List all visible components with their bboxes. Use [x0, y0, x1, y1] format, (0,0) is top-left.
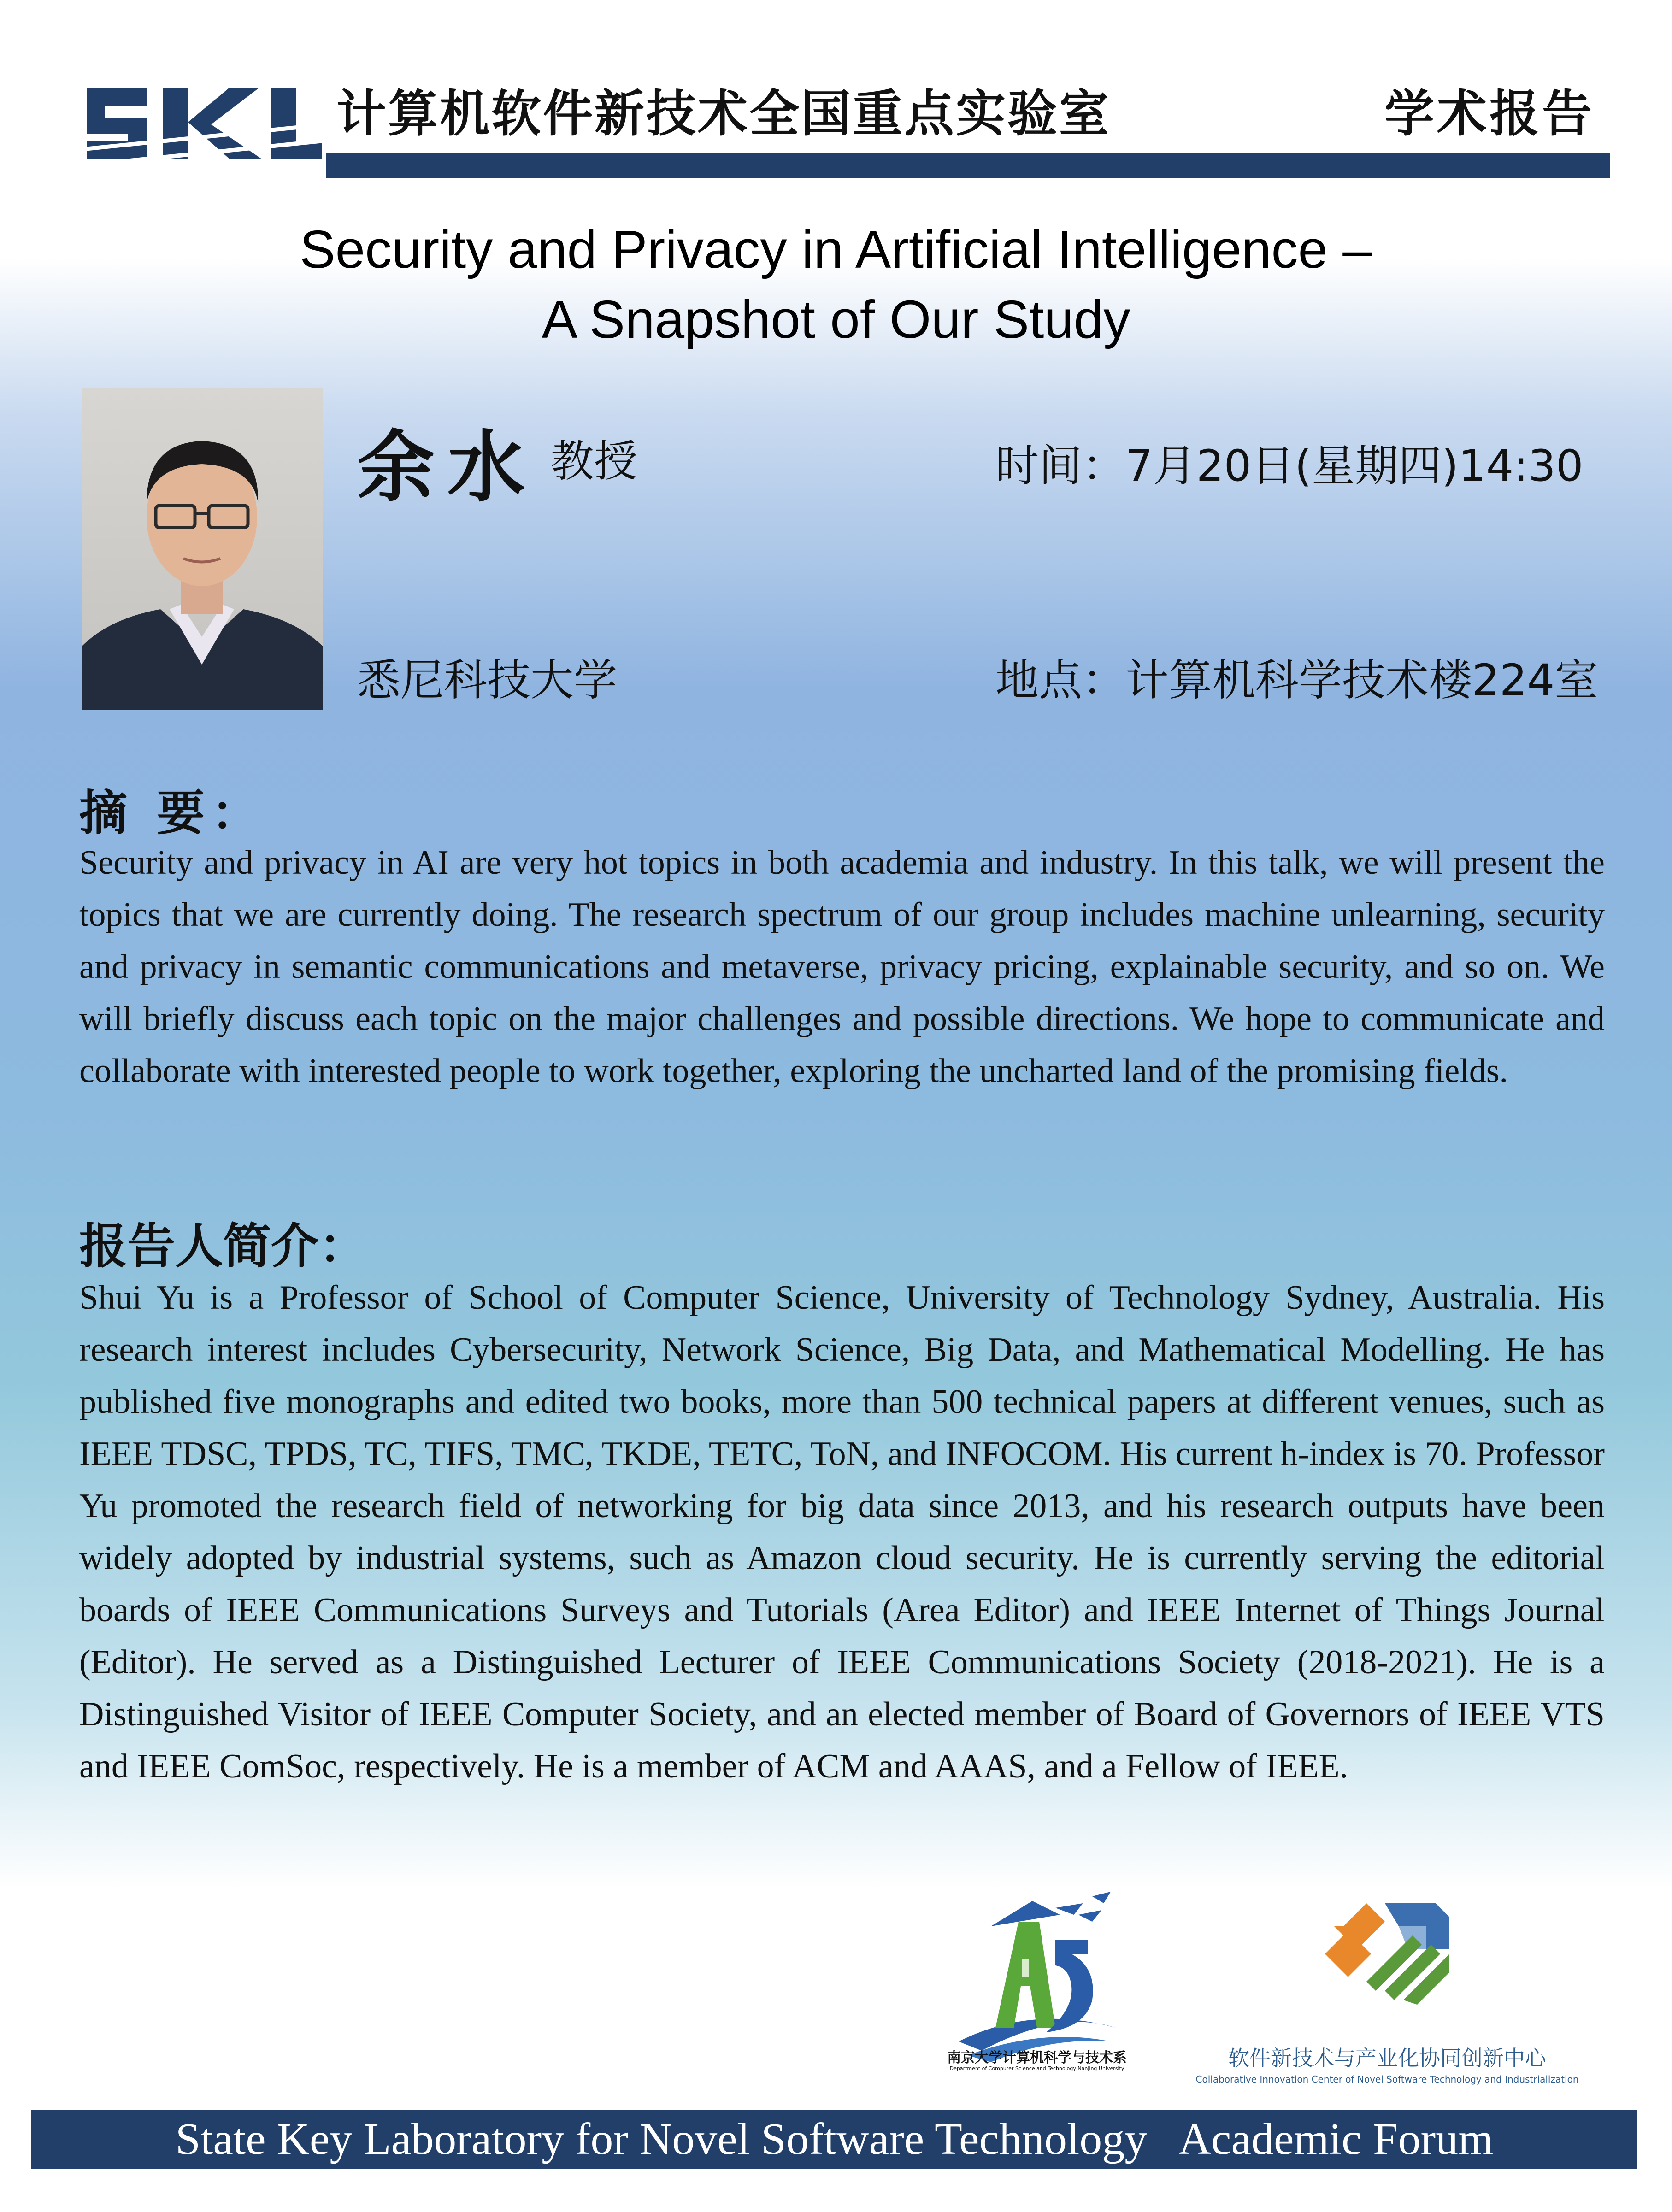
- header-divider-bar: [326, 153, 1610, 178]
- center-name-en: Collaborative Innovation Center of Novel Software Technology and Industrialization: [1195, 2074, 1579, 2085]
- bio-heading: 报告人简介：: [79, 1218, 367, 1274]
- lab-name: 计算机软件新技术全国重点实验室: [336, 85, 1111, 143]
- talk-title-line2: A Snapshot of Our Study: [542, 289, 1130, 349]
- talk-title-line1: Security and Privacy in Artificial Intelligence –: [300, 219, 1372, 279]
- talk-title: [0, 214, 1672, 354]
- speaker-affiliation: 悉尼科技大学: [357, 655, 618, 706]
- center-name-cn: 软件新技术与产业化协同创新中心: [1228, 2046, 1546, 2071]
- abstract-heading: 摘 要：: [79, 785, 266, 841]
- bio-text: Shui Yu is a Professor of School of Computer Science, University of Technology Sydney, Australia. His research interest includes Cybersecurity, Network Science, Big Data, and Mathematical Modelling. He has published five monographs and edited two books, more than 500 technical papers at different venues, such as IEEE TDSC, TPDS, TC, TIFS, TMC, TKDE, TETC, ToN, and INFOCOM. His current h-index is 70. Professor Yu promoted the research field of networking for big data since 2013, and his research outputs have been widely adopted by industrial systems, such as Amazon cloud security. He is currently serving the editorial boards of IEEE Communications Surveys and Tutorials (Area Editor) and IEEE Internet of Things Journal (Editor). He served as a Distinguished Lecturer of IEEE Communications Society (2018-2021). He is a Distinguished Visitor of IEEE Computer Society, and an elected member of Board of Governors of IEEE VTS and IEEE ComSoc, respectively. He is a member of ACM and AAAS, and a Fellow of IEEE.: [79, 1279, 1605, 1785]
- dept-name-cn: 南京大学计算机科学与技术系: [947, 2050, 1127, 2066]
- report-label: 学术报告: [1384, 85, 1595, 143]
- dept-name-en: Department of Computer Science and Technology Nanjing University: [949, 2065, 1124, 2071]
- speaker-title: 教授: [551, 436, 638, 487]
- speaker-name: 余水: [357, 421, 538, 512]
- talk-time: 时间：7月20日(星期四)14:30: [995, 441, 1584, 491]
- skl-logo: [77, 78, 326, 180]
- innovation-center-logo: [1316, 1899, 1454, 2018]
- talk-place: 地点：计算机科学技术楼224室: [995, 655, 1598, 706]
- abstract-text: Security and privacy in AI are very hot topics in both academia and industry. In this talk, we will present the topics that we are currently doing. The research spectrum of our group includes machine unlearning, security and privacy in semantic communications and metaverse, privacy pricing, explainable security, and so on. We will briefly discuss each topic on the major challenges and possible directions. We hope to communicate and collaborate with interested people to work together, exploring the uncharted land of the promising fields.: [79, 844, 1605, 1090]
- footer-text: State Key Laboratory for Novel Software Technology Academic Forum: [175, 2114, 1494, 2164]
- speaker-portrait: [82, 388, 323, 710]
